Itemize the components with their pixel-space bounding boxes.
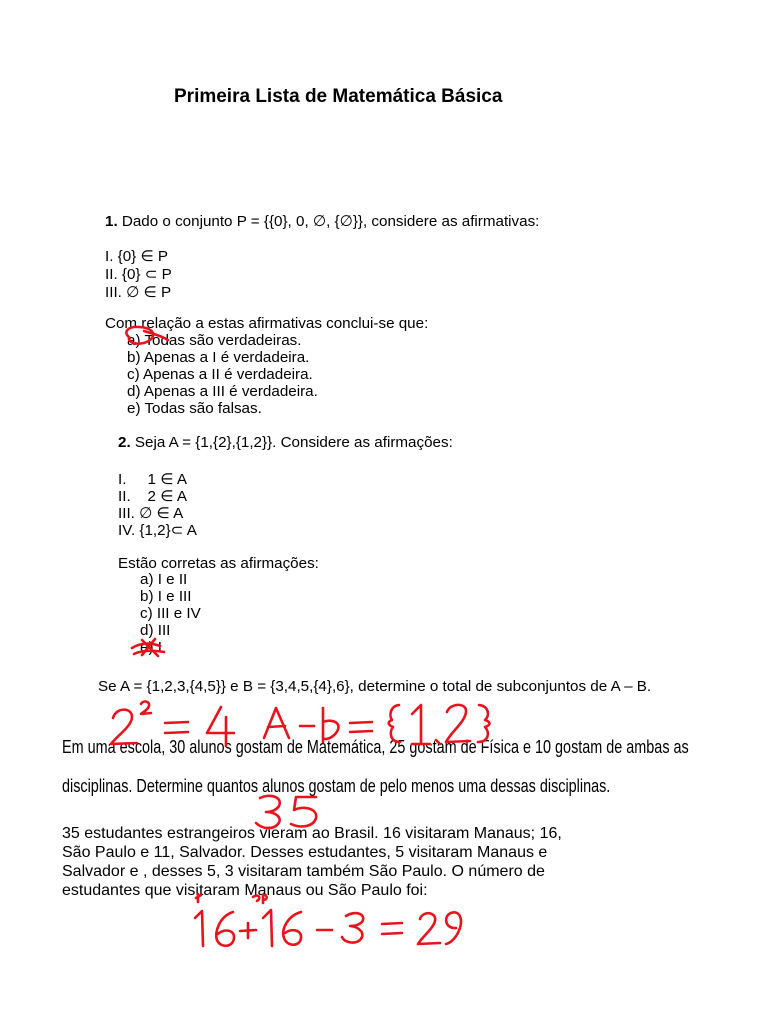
- question-2-number: 2.: [118, 434, 131, 451]
- question-4-line-2: disciplinas. Determine quantos alunos gostam de pelo menos uma dessas disciplinas.: [62, 776, 611, 796]
- q1-option-e: e) Todas são falsas.: [127, 400, 262, 417]
- q1-statement-2: II. {0} ⊂ P: [105, 266, 172, 283]
- question-2-stem: [118, 434, 453, 451]
- q1-option-d: d) Apenas a III é verdadeira.: [127, 383, 318, 400]
- question-5-line-2: São Paulo e 11, Salvador. Desses estudantes, 5 visitaram Manaus e: [62, 844, 548, 861]
- q2-statement-2: II. 2 ∈ A: [118, 488, 187, 505]
- q2-option-d: d) III: [140, 622, 171, 639]
- q2-option-a: a) I e II: [140, 571, 188, 588]
- question-2-text: Seja A = {1,{2},{1,2}}. Considere as afirmações:: [130, 434, 453, 451]
- q1-option-a: a) Todas são verdadeiras.: [127, 332, 302, 349]
- q2-option-b: b) I e III: [140, 588, 192, 605]
- question-5-line-3: Salvador e , desses 5, 3 visitaram também São Paulo. O número de: [62, 863, 545, 880]
- q1-statement-1: I. {0} ∈ P: [105, 248, 169, 265]
- question-4-line-1: Em uma escola, 30 alunos gostam de Matemática, 25 gostam de Física e 10 gostam de ambas as: [62, 737, 689, 757]
- q1-statement-3: III. ∅ ∈ P: [105, 284, 172, 301]
- question-1-stem: [105, 212, 539, 230]
- q2-option-e: e) I: [140, 639, 162, 656]
- q2-option-c: c) III e IV: [140, 605, 201, 622]
- page-title: Primeira Lista de Matemática Básica: [174, 86, 503, 107]
- question-5-line-1: 35 estudantes estrangeiros vieram ao Brasil. 16 visitaram Manaus; 16,: [62, 825, 562, 842]
- q1-prompt: Com relação a estas afirmativas conclui-se que:: [105, 315, 429, 332]
- question-5-line-4: estudantes que visitaram Manaus ou São Paulo foi:: [62, 882, 428, 899]
- q1-option-b: b) Apenas a I é verdadeira.: [127, 349, 310, 366]
- question-1-number: 1.: [105, 213, 118, 230]
- q2-prompt: Estão corretas as afirmações:: [118, 555, 319, 572]
- question-1-text: Dado o conjunto P = {{0}, 0, ∅, {∅}}, considere as afirmativas:: [117, 213, 540, 230]
- q2-statement-3: III. ∅ ∈ A: [118, 505, 184, 522]
- q5-handwritten-answer: [195, 894, 461, 946]
- question-3-text: Se A = {1,2,3,{4,5}} e B = {3,4,5,{4},6}, determine o total de subconjuntos de A – B.: [98, 678, 652, 695]
- q1-option-c: c) Apenas a II é verdadeira.: [127, 366, 313, 383]
- q2-statement-1: I. 1 ∈ A: [118, 471, 187, 488]
- q2-statement-4: IV. {1,2}⊂ A: [118, 522, 197, 539]
